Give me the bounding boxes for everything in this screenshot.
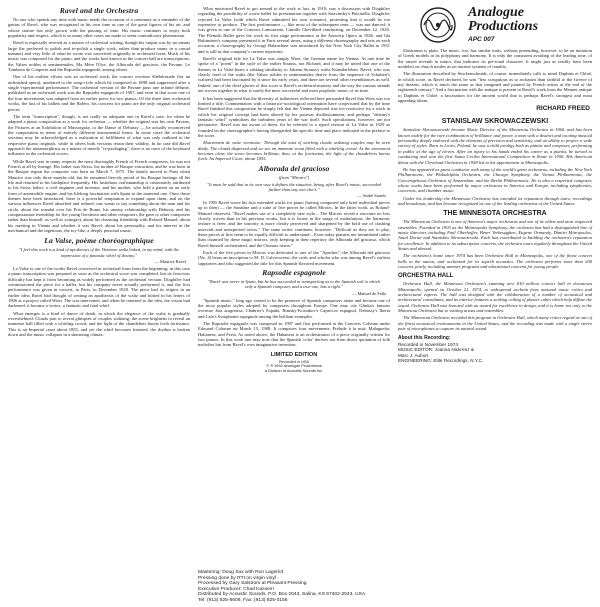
credit-line: Tel: (913) 825-8609, Fax: (913) 825-0156: [198, 597, 288, 603]
section-title-minnesota: THE MINNESOTA ORCHESTRA: [443, 210, 547, 218]
about-title: About this Recording:: [398, 335, 451, 342]
body-paragraph: What motivated Ravel to get around to the work at last, in 1919, was a discussion with Diaghilev regarding the possibility of a new ballet for presentation together with Stravinsky's Pulcinella. Diaghilev rejected La Valse (with which Ravel submitted his own scenario), protesting that it would be too expensive to produce. The first performance — like most of the subsequent ones — was not danced; it was given at one of the Concerts Lamoureux, Camille Chevillard conducting, on December 12, 1920. The Flemish Ballet gave the work its first stage performance at the Antwerp Opera in 1926, and Ida Rubinstein's company presented it in Paris several times, using a different choreography and sets on each occasion; a choreography by George Balanchine was introduced by the New York City Ballet in 1951 and is still in that company's current repertoire.: [198, 6, 390, 54]
credit-line: Executive Producer: Chad Kassem: [198, 586, 274, 592]
waveform-emblem-icon: [421, 8, 455, 42]
column-middle: [198, 6, 390, 373]
body-paragraph: In 1905 Ravel wrote his first extended works for piano (having composed only brief individual pieces up to then) — the Sonatine and a suite of five pieces he called Miroirs. In the latter work, as Roland-Manuel observed, "Ravel makes use of a completely new style... The Miroirs reveal a structure no less closely woven than in his previous works, but it is looser in the usage of modulations, the harmonic texture is freer, and the sonority is more clearly perceived and sharpened by the bold use of clashing intervals and unexpected twists." The same writer continues, however: "Difficult as they are to play, these pieces at first seem to be equally difficult to understand... Even today pianists are intimidated rather than charmed by these magic mirrors, only keeping in their repertory the Alborada del gracioso, which Ravel himself orchestrated, and the Oiseaux tristes.": [198, 200, 390, 248]
rapsodie-quote-attribution: — Manuel de Falla: [351, 290, 386, 296]
credit-line: Processed by Gary Salstrom at Pleasant Pressing: [198, 581, 307, 587]
section-title-ravel-orchestra: Ravel and the Orchestra: [59, 6, 139, 15]
author-signature: RICHARD FREED: [536, 105, 590, 113]
catalog-number: APC 007: [468, 36, 495, 43]
body-paragraph: What emerges is a kind of dance of death, in which the elegance of the waltz is gradually overwhelmed. Clouds part to reveal glimpses of couples waltzing; the scene brightens to reveal an immense hall filled with a whirling crowd, and the light of the chandeliers bursts forth fortissimo. This is an Imperial court about 1855, and yet the whirl becomes frenzied, the rhythm is broken down and the music collapses in a shattering climax.: [8, 310, 190, 337]
about-line: ENGINEERING: Elite Recordings, N.Y.C.: [398, 358, 484, 364]
conductor-bio-paragraph: He has appeared as guest conductor with many of the world's great orchestras, including the New York Philharmonic, the Philadelphia Orchestra, the Chicago Symphony, the Vienna Philharmonic, the Concertgebouw Orchestra of Amsterdam, and the Berlin Philharmonic. He is also a respected composer, whose works have been performed by major orchestras in America and Europe, including symphonies, concertos, and chamber music.: [398, 166, 592, 194]
orchestra-bio-paragraph: The Minnesota Orchestra is one of America's major orchestras and one of its oldest and most respected ensembles. Founded in 1903 as the Minneapolis Symphony, the orchestra has had a distinguished line of music directors including Emil Oberhoffer, Henri Verbrugghen, Eugene Ormandy, Dimitri Mitropoulos, Antal Dorati and Stanislaw Skrowaczewski. Each has contributed to building the orchestra's reputation for excellence. In addition to its subscription concerts, the orchestra tours regularly throughout the United States and abroad.: [398, 219, 592, 251]
limited-edition-label: LIMITED EDITION: [270, 351, 318, 358]
body-paragraph: Ravel's original title for La Valse was simply Wien, the German name for Vienna. At one time he spoke of a "poem" in the style of the earlier Strauss, not Richard, and it may be noted that one of the themes in La Valse bears a striking similarity to Johann Strauss's waltz Künstlerleben. Ravel, who was clearly fond of the waltz (the Valses nobles et sentimentales derive from the sequence of Schubert's waltzes) had been fascinated by it since his early years, and there are several other resemblances as well. Indeed, one of the chief glories of this score is Ravel's orchestral mastery and the way the various strands are woven together in what is surely the most successful and most prophetic music of its time.: [198, 56, 390, 94]
credit-line: Distributed by Acoustic Sounds, P.O. Box 2043, Salina, KS 67402-2043, USA.: [198, 592, 367, 598]
limited-edition-line: © ℗ 1992 Analogue Productions: [266, 363, 322, 369]
hall-paragraph: Orchestra Hall, the Minnesota Orchestra's stunning new $10 million concert hall in downtown Minneapolis, opened on October 21, 1974, to widespread acclaim from national music critics and architectural experts. The hall was designed with the collaboration of a number of acoustical and architectural consultants, and its interior features a striking ceiling of plaster cubes which help diffuse the sound. Orchestra Hall was honored with an award for excellence in design, and it is home not only to the Minnesota Orchestra but to visiting artists and ensembles.: [398, 281, 592, 314]
conductor-bio-paragraph: Stanislaw Skrowaczewski became Music Director of the Minnesota Orchestra in 1960, and has been known widely for the rare combination of brilliance and power, a man with a distinct and exciting musical personality deeply endowed with the elements of precision and sensitivity, and an ability to project a wide variety of styles. Born in Lwów, Poland, he was a child prodigy both as pianist and composer, performing in public at the age of eleven. After an injury to his hands ended his career as a pianist, he turned to conducting and won the first Santa Cecilia International Competition in Rome in 1956. His American debut with the Cleveland Orchestra in 1958 led to his appointment in Minneapolis.: [398, 127, 592, 165]
about-line: MUSIC EDITOR: Joanna Nickrenz &: [398, 347, 474, 353]
alborada-quote-attribution: — André Suarès: [356, 193, 386, 199]
section-title-alborada: Alborada del gracioso: [258, 163, 330, 173]
body-paragraph: illustration is plain. The music, too, has similar traits, without pretending, however, to be an imitation of Greek models in its polyphony and harmony. It is only the consistent avoiding of the leading tone, of the raised seventh in minor, that indicates its pre-tonal character. It might just as readily have been modeled on church modes as on ancient systems of tonality.: [398, 48, 592, 70]
orchestra-bio-paragraph: The orchestra's home since 1974 has been Orchestra Hall in Minneapolis, one of the finest concert halls in the nation, and acclaimed for its superb acoustics. The orchestra performs more than 200 concerts yearly, including summer programs and educational concerts for young people.: [398, 253, 592, 269]
conductor-bio-paragraph: Under his leadership the Minnesota Orchestra has extended its reputation through tours, recordings and broadcasts, and has become recognized as one of the leading orchestras of the United States.: [398, 195, 592, 206]
alborada-subtitle: (from "Miroirs"): [278, 174, 310, 180]
column-right: [398, 48, 592, 363]
body-paragraph: While Ravel was in many respects the most thoroughly French of French composers, he was not French at all by lineage. His father was Swiss, his mother of Basque extraction, and he was born in the Basque region the composer was born on March 7, 1875. The family moved to Paris when Maurice was only three months old, but he remained fiercely proud of his Basque heritage all his life and returned to his birthplace frequently. His fastidious craftsmanship is customarily attributed to his Swiss father, a civil engineer and inventor, and his mother, who held a patent on an early form of automobile engine, and his lifelong fascination with Spain to the maternal one. Once those themes have been introduced, there is a powerful temptation to expand upon them, and on the various influences Ravel absorbed and refined; one wants to say something about the man and his circle, about the scandal over his Prix de Rome, his uneasy relationship with Debussy and his compassionate friendship for the young Gershwin and other composers (he gave to other composers rather than himself, as well as younger), about his charming friendship with Roland-Manuel; about his meeting in Vienna and whether it was Ravel; about his personality, and his interest in the mechanical and the ingenious, the toy-like, a deeply personal music.: [8, 158, 190, 234]
alborada-quote: "It must be said that in its own way it defines the situation, being, after Ravel's music, succeeded farther than any one else's.": [207, 181, 381, 192]
credit-line: Pressing done by RTI on virgin vinyl: [198, 575, 276, 581]
limited-edition-line: Recorded in USA: [278, 358, 310, 364]
la-valse-quote: "I feel this work is a kind of apotheosis of the Viennese waltz linked, in my mind, with the impression of a fantastic whirl of destiny.": [18, 247, 180, 258]
limited-edition-line: a Division of Acoustic Sounds Inc.: [264, 367, 324, 373]
body-paragraph: Each of the five pieces in Miroirs was dedicated to one of the "Apaches"; the Alborada del gracioso (No. 4) bears an inscription to M. D. Calvocoressi, the critic and scholar who was among Ravel's earliest supporters and who suggested the title for this Spanish-flavored movement.: [198, 250, 390, 266]
body-paragraph: It has been suggested that the diversity of influences reflected here persuaded Ravel that Wien was too limited a title. Commentators with a historico-sociological orientation have conjectured that by the time Ravel finished this composition he simply felt that the Vienna depicted was too restrictive for a work in which his original concept had been altered by his postwar disillusionment, and perhaps "destiny's fantastic whirl" symbolizes the turbulent years of the war itself. Such speculations, however, are not persuasive; Ravel was not aware of them, for he referred to a typed version of La Valse in 1929 as founded on the choreographer's having disregarded the specific time and place indicated in the preface to the score.: [198, 95, 390, 138]
body-paragraph: La Valse is one of the works Ravel conceived in orchestral form from the beginning; in this case a piano transcription was prepared as soon as the orchestral score was completed, but its ferocious difficulty has kept it from becoming as widely performed as the orchestral version. Diaghilev had commissioned the piece for a ballet, but his company never actually performed it, and the first performance was given in concert, in Paris, in December 1920. The piece had its origins in an earlier idea; Ravel had thought of writing an apotheosis of the waltz and hinted in his letters of 1906 at a project called Wien. The war intervened, and when he returned to the idea, the vision had darkened; it became a vortex, a fantastic and fatal whirl.: [8, 265, 190, 309]
production-credits: [198, 570, 592, 604]
la-valse-program-note: Mouvement de valse viennoise: Through the mist of swirling clouds waltzing couples may be seen dimly. The clouds dispersed and we see an immense room filled with a whirling crowd. As the movement becomes clear, the scene becomes brilliant; then, at the fortissimo, the light of the chandeliers bursts forth. An Imperial Court, about 1855.: [198, 140, 390, 162]
brand-block: [468, 6, 588, 43]
about-line: Recorded in November 1974.: [398, 341, 460, 347]
section-title-orchestra-hall: ORCHESTRA HALL: [398, 273, 454, 280]
rapsodie-quote: "Ravel was never in Spain, but he has succeeded in transporting us to the Spanish soil to which only a Spanish composer, and a true one, has a right.": [208, 279, 380, 290]
la-valse-quote-attribution: — Maurice Ravel: [154, 258, 186, 264]
body-paragraph: One of his earliest efforts was an orchestral work, the concert overture Shéhérazade (for an unfinished opera), unrelated to the song-cycle which he composed in 1898 and suppressed after a single experimental performance. The orchestral version of the Pavane pour une infante défunte, published as an orchestral work was the Rapsodie espagnole of 1907, and even in that score one of the four movements was adapted from an earlier piece for two pianos. Of the three later orchestral works, the last of his ballets and the Boléro, his concerts for piano are the only original orchestral pieces.: [8, 74, 190, 112]
body-paragraph: The Rapsodie espagnole was composed in 1907 and first performed at the Concerts Colonne under Edouard Colonne on March 15, 1908. It comprises four movements: Prélude à la nuit; Malagueña; Habanera; and Feria. As noted above, the Habanera is an orchestration of a piece originally written for two pianos. In this work one may note that the Spanish 'color' derives not from direct quotation of folk melodies but from Ravel's own imaginative invention.: [198, 320, 390, 348]
brand-line-2: Productions: [468, 19, 539, 34]
body-paragraph: The illustration described by Stuckenschmidt, of course, immediately calls to mind Daphnis et Chloé, in which score, as Ravel declared, he was "less scrupulous as to archaism than faithful to the Greece of my dreams, which is much the same as that imagined and painted by French artists at the end of the eighteenth century." And a fascination with the antique is present in Ravel's work from the Menuet antique to Daphnis et Chloé, a fascination for the ancient world that is perhaps Ravel's strongest and most appealing idiom.: [398, 71, 592, 104]
section-title-rapsodie: Rapsodie espagnole: [262, 268, 326, 278]
hall-paragraph: The Minnesota Orchestra recorded this program in Orchestra Hall, which many critics regard as one of the finest acoustical environments in the United States, and the recording was made with a single stereo pair of microphones to capture its natural sound.: [398, 315, 593, 332]
section-title-skrowaczewski: STANISLAW SKROWACZEWSKI: [441, 118, 549, 126]
credit-line: Mastering: Doug Sax with Ron Lagerlof: [198, 570, 284, 575]
section-title-la-valse: La Valse, poème choréographique: [44, 236, 154, 246]
body-paragraph: The term "transcription", though, is not really an adequate one in Ravel's case, for when he adapted a piano composition as a work for orchestra — whether the original was his own Pavane, the Pictures at an Exhibition of Mussorgsky, or the Danse of Debussy — he actually reconceived the composition in terms of entirely different instrumental forms. In some cases the orchestral versions may be acknowledged as a realization of fulfillment of what was only outlined in the respective piano originals, while in others both versions retain their validity. In no case did Ravel approach the metamorphosis as a matter of merely "re-packaging"; there is no trace of the keyboard influence in the orchestral scores.: [8, 113, 190, 157]
body-paragraph: Ravel is especially revered as a master of orchestral writing, though his output was by no means large (he preferred to polish and re-polish a single work, rather than produce many in a casual manner) and very little of what he wrote was conceived originally in orchestral form. Much of his music was composed for the piano, and the works best known in the concert hall are transcriptions: the Valses nobles et sentimentales, Ma Mère l'Oye, the Alborada del gracioso, the Pavane, Le Tombeau de Couperin and the Rapsodie espagnole, among others.: [8, 40, 190, 73]
about-recording: [398, 335, 592, 363]
body-paragraph: "Spanish music," long ago ceased to be the preserve of Spanish composers alone and became one of the most popular styles adopted by composers throughout Europe. One may cite Glinka's famous overture Jota aragonesa, Chabrier's España, Rimsky-Korsakov's Capriccio espagnol, Debussy's Iberia and Lalo's Symphonie espagnole among the brilliant examples.: [198, 297, 390, 319]
body-paragraph: No one who spends any time with music needs the occasion of a centenary as a reminder of the genius of Ravel, who was recognized in his own time as one of the great figures of his art, and whose stature has only grown with the passing of time. His music continues to enjoy both popularity and respect, which is so many other cases are made to seem contradictory phenomena.: [8, 17, 190, 39]
brand-line-1: Analogue: [468, 5, 525, 20]
column-left: [8, 6, 190, 339]
about-line: Marc J. Aubort: [398, 352, 429, 358]
